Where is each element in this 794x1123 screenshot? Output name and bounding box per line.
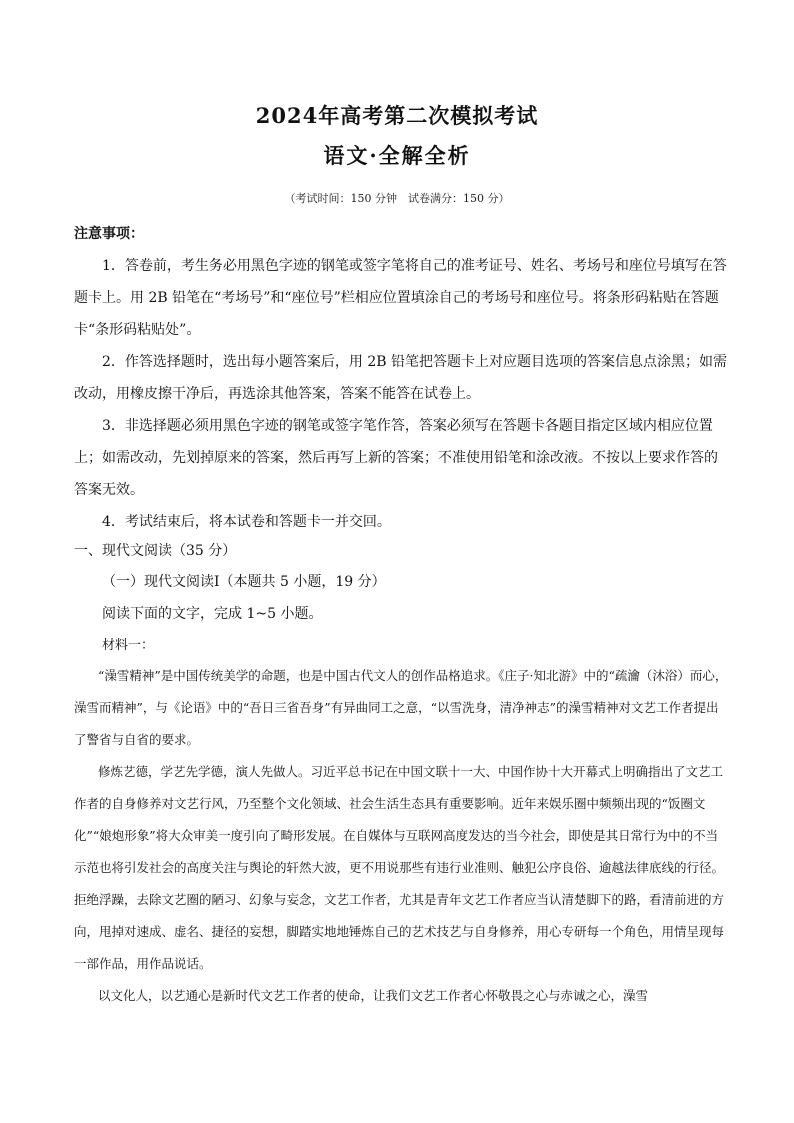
exam-meta: （考试时间：150 分钟 试卷满分：150 分） [284, 192, 510, 205]
section-heading: 一、现代文阅读（35 分） [74, 543, 237, 559]
exam-subtitle: 语文·全解全析 [323, 143, 471, 168]
material-paragraph-1: “澡雪精神”是中国传统美学的命题，也是中国古代文人的创作品格追求。《庄子·知北游》中的“疏瀹（沐浴）而心，澡雪而精神”，与《论语》中的“吾日三省吾身”有异曲同工之意，“以雪洗身，清净神志”的澡雪精神对文艺工作者提出了警省与自省的要求。 [74, 668, 728, 747]
material-paragraph-3: 以文化人，以艺通心是新时代文艺工作者的使命，让我们文艺工作者心怀敬畏之心与赤诚之心，澡雪 [98, 988, 649, 1003]
section-subheading: （一）现代文阅读Ⅰ（本题共 5 小题，19 分） [102, 574, 386, 590]
note-item-2: 2．作答选择题时，选出每小题答案后，用 2B 铅笔把答题卡上对应题目选项的答案信息点涂黑；如需改动，用橡皮擦干净后，再选涂其他答案，答案不能答在试卷上。 [74, 354, 728, 402]
note-item-4: 4．考试结束后，将本试卷和答题卡一并交回。 [102, 514, 391, 530]
exam-title: 2024年高考第二次模拟考试 [255, 103, 539, 128]
notes-heading: 注意事项： [74, 226, 144, 242]
material-paragraph-2: 修炼艺德，学艺先学德，演人先做人。习近平总书记在中国文联十一大、中国作协十大开幕式上明确指出了文艺工作者的自身修养对文艺行风，乃至整个文化领域、社会生活生态具有重要影响。近年来娱乐圈中频频出现的“饭圈文化”“娘炮形象”将大众审美一度引向了畸形发展。在自媒体与互联网高度发达的当今社会，即使是其日常行为中的不当示范也将引发社会的高度关注与舆论的轩然大波，更不用说那些有违行业准则、触犯公序良俗、逾越法律底线的行径。拒绝浮躁，去除文艺圈的陋习、幻象与妄念，文艺工作者，尤其是青年文艺工作者应当认清楚脚下的路，看清前进的方向，甩掉对速成、虚名、捷径的妄想，脚踏实地地锤炼自己的艺术技艺与自身修养，用心专研每一个角色，用情呈现每一部作品，用作品说话。 [74, 764, 725, 971]
note-item-3: 3．非选择题必须用黑色字迹的钢笔或签字笔作答，答案必须写在答题卡各题目指定区域内相应位置上；如需改动，先划掉原来的答案，然后再写上新的答案；不准使用铅笔和涂改液。不按以上要求作答的答案无效。 [74, 418, 718, 498]
note-item-1: 1．答卷前，考生务必用黑色字迹的钢笔或签字笔将自己的准考证号、姓名、考场号和座位号填写在答题卡上。用 2B 铅笔在“考场号”和“座位号”栏相应位置填涂自己的考场号和座位号。将条形码粘贴在答题卡“条形码粘贴处”。 [74, 258, 727, 338]
reading-instruction: 阅读下面的文字，完成 1~5 小题。 [102, 606, 323, 622]
material-label: 材料一： [102, 638, 155, 653]
